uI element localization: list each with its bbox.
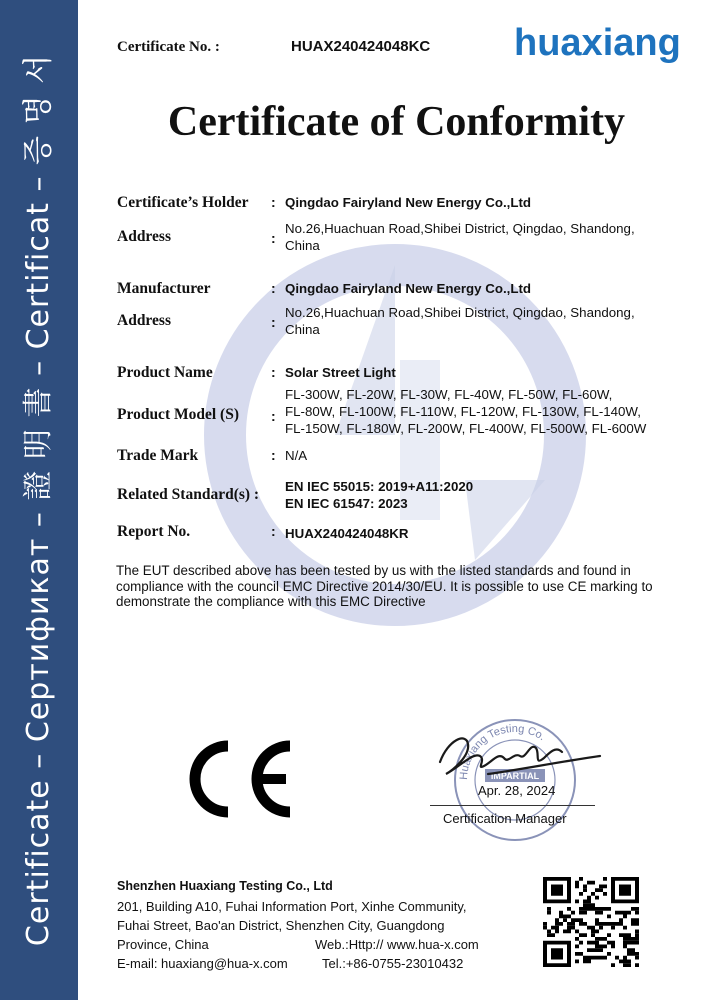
standards-label: Related Standard(s) : [117,486,260,503]
holder-value: Qingdao Fairyland New Energy Co.,Ltd [285,195,532,210]
colon: : [271,280,276,296]
report-number-value: HUAX240424048KR [285,526,409,541]
compliance-statement: The EUT described above has been tested by us with the listed standards and found in compliance with the council EMC Directive 2014/30/EU. It is possible to use CE marking to demonstrate the compliance with this EMC Directive [116,563,653,609]
colon: : [271,314,276,330]
footer-tel: Tel.:+86-0755-23010432 [322,956,464,971]
holder-address-label: Address [117,228,171,245]
certificate-number-label: Certificate No. : [117,39,220,55]
manufacturer-address-line1: No.26,Huachuan Road,Shibei District, Qingdao, Shandong, [285,305,635,320]
signature-image [428,722,603,792]
huaxiang-logo: huaxiang [514,22,681,64]
holder-address-line2: China [285,238,320,253]
report-number-label: Report No. [117,523,191,540]
colon: : [271,447,276,463]
qr-code-icon[interactable] [543,877,639,967]
footer-address-line2: Fuhai Street, Bao'an District, Shenzhen City, Guangdong [117,918,445,933]
footer-address-line3: Province, China [117,937,209,952]
colon: : [271,230,276,246]
signature-line [430,805,595,806]
manufacturer-value: Qingdao Fairyland New Energy Co.,Ltd [285,281,532,296]
manufacturer-address-value [285,304,680,338]
page-title: Certificate of Conformity [167,99,626,145]
holder-address-value [285,220,680,254]
certificate-number-value: HUAX240424048KC [291,38,431,55]
product-model-line3: FL-150W, FL-180W, FL-200W, FL-400W, FL-500W, FL-600W [285,421,647,436]
sidebar [0,0,78,1000]
footer-company: Shenzhen Huaxiang Testing Co., Ltd [117,879,333,893]
holder-label: Certificate’s Holder [117,194,249,211]
standards-line2: EN IEC 61547: 2023 [285,496,408,511]
product-model-value [285,386,685,437]
manufacturer-label: Manufacturer [117,280,211,297]
ce-mark-icon [176,734,296,824]
manufacturer-address-label: Address [117,312,171,329]
standards-line1: EN IEC 55015: 2019+A11:2020 [285,479,474,494]
standards-value [285,478,680,512]
product-name-value: Solar Street Light [285,365,396,380]
signature-date: Apr. 28, 2024 [478,783,556,798]
footer-web: Web.:Http:// www.hua-x.com [315,937,479,952]
stamp-badge-text: IMPARTIAL [490,771,540,781]
product-model-label: Product Model (S) [117,406,239,423]
colon: : [271,523,276,539]
holder-address-line1: No.26,Huachuan Road,Shibei District, Qingdao, Shandong, [285,221,635,236]
product-name-label: Product Name [117,364,213,381]
signatory-title: Certification Manager [443,811,567,826]
colon: : [271,194,276,210]
trade-mark-value: N/A [285,448,308,463]
stamp-ring-text: Huaxiang Testing Co. [457,722,548,781]
certificate-number [117,38,431,56]
colon: : [271,364,276,380]
product-model-line1: FL-300W, FL-20W, FL-30W, FL-40W, FL-50W, FL-60W, [285,387,613,402]
trade-mark-label: Trade Mark [117,447,199,464]
colon: : [271,408,276,424]
sidebar-text: Certificate – Сертификат – 證 明 書 – Certificat – 증 명 서 [21,53,56,947]
product-model-line2: FL-80W, FL-100W, FL-110W, FL-120W, FL-130W, FL-140W, [285,404,641,419]
manufacturer-address-line2: China [285,322,320,337]
footer-address-line1: 201, Building A10, Fuhai Information Port, Xinhe Community, [117,899,467,914]
footer-email: E-mail: huaxiang@hua-x.com [117,956,288,971]
